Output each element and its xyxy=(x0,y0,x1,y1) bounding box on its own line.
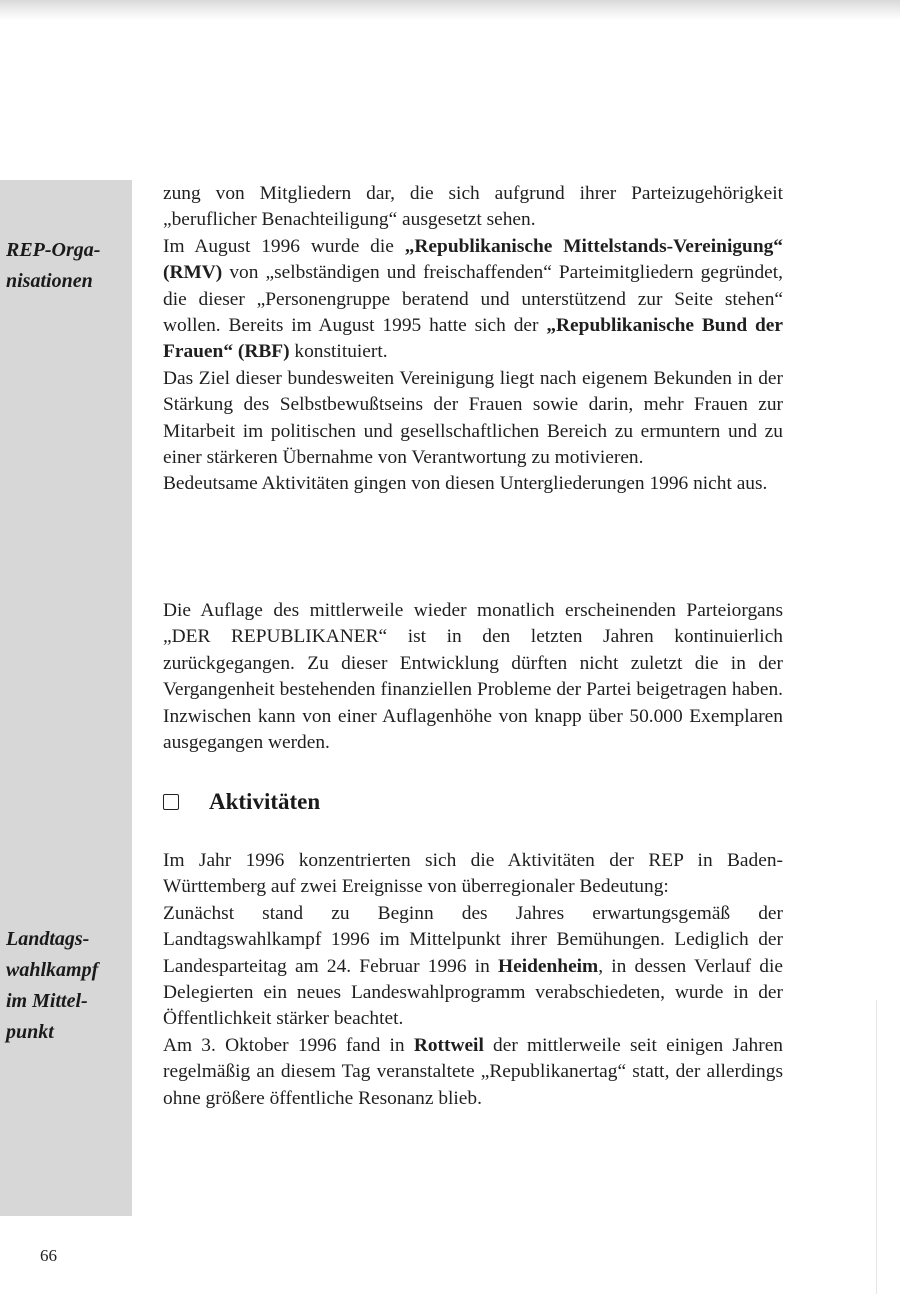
checkbox-bullet-icon xyxy=(163,794,179,810)
paragraph: Im Jahr 1996 konzentrierten sich die Aktivitäten der REP in Baden-Württemberg auf zwei Ereignisse von überregionaler Bedeutung: xyxy=(163,850,783,898)
scan-edge-line xyxy=(876,1000,877,1294)
scan-top-shadow xyxy=(0,0,900,20)
section-heading-aktivitaeten xyxy=(163,787,320,817)
margin-sidebar xyxy=(0,180,132,1216)
paragraph xyxy=(163,901,783,1033)
text-run: Im August 1996 wurde die xyxy=(163,235,405,257)
margin-note-landtagswahlkampf xyxy=(6,924,130,1048)
page-number: 66 xyxy=(40,1246,57,1265)
margin-note-rep-organisationen xyxy=(6,235,130,297)
text-run: von „selbständigen und freischaffenden“ Parteimitgliedern gegründet, die dieser „Personengruppe beratend und unterstützend zur Seite stehen“ wollen. Bereits im August 1995 hatte sich der xyxy=(163,262,783,337)
paragraph xyxy=(163,1033,783,1112)
bold-term-rbf: „Republikanische Bund der Frauen“ (RBF) xyxy=(163,315,783,363)
text-block-organisations xyxy=(163,181,783,498)
text-run: konstituiert. xyxy=(289,341,388,363)
paragraph: Bedeutsame Aktivitäten gingen von diesen Untergliederungen 1996 nicht aus. xyxy=(163,473,768,495)
margin-note-line: nisationen xyxy=(6,270,93,292)
paragraph: Die Auflage des mittlerweile wieder monatlich erscheinenden Parteiorgans „DER REPUBLIKANER“ ist in den letzten Jahren kontinuierlich zurückgegangen. Zu dieser Entwicklung dürften nicht zuletzt die in der Vergangenheit bestehenden finanziellen Probleme der Partei beigetragen haben. Inzwischen kann von einer Auflagenhöhe von knapp über 50.000 Exemplaren ausgegangen werden. xyxy=(163,600,783,754)
text-block-aktivitaeten xyxy=(163,848,783,1112)
text-run: der mittlerweile seit einigen Jahren regelmäßig an diesem Tag veranstaltete „Republikanertag“ statt, der allerdings ohne größere öffentliche Resonanz blieb. xyxy=(163,1034,783,1109)
margin-note-line: im Mittel- xyxy=(6,990,88,1012)
bold-place-heidenheim: Heidenheim xyxy=(498,955,599,977)
paragraph xyxy=(163,234,783,366)
section-heading-text: Aktivitäten xyxy=(209,789,321,814)
text-run: Am 3. Oktober 1996 fand in xyxy=(163,1034,414,1056)
text-run: Zunächst stand zu Beginn des Jahres erwartungsgemäß der Landtagswahlkampf 1996 im Mittelpunkt ihrer Bemühungen. Lediglich der Landesparteitag am 24. Februar 1996 in xyxy=(163,902,783,977)
paragraph: zung von Mitgliedern dar, die sich aufgrund ihrer Parteizugehörigkeit „beruflicher Benachteiligung“ ausgesetzt sehen. xyxy=(163,183,783,231)
text-block-parteiorgan xyxy=(163,598,783,756)
text-run: , in dessen Verlauf die Delegierten ein neues Landeswahlprogramm verabschiedeten, wurde in der Öffentlichkeit stärker beachtet. xyxy=(163,955,783,1030)
margin-note-line: REP-Orga- xyxy=(6,239,101,261)
margin-note-line: Landtags- xyxy=(6,928,90,950)
paragraph: Das Ziel dieser bundesweiten Vereinigung liegt nach eigenem Bekunden in der Stärkung des Selbstbewußtseins der Frauen sowie darin, mehr Frauen zur Mitarbeit im politischen und gesellschaftlichen Bereich zu ermuntern und zu einer stärkeren Übernahme von Verantwortung zu motivieren. xyxy=(163,367,783,469)
margin-note-line: punkt xyxy=(6,1021,54,1043)
margin-note-line: wahlkampf xyxy=(6,959,99,981)
bold-place-rottweil: Rottweil xyxy=(413,1034,484,1056)
bold-term-rmv: „Republikanische Mittelstands-Vereinigung“ (RMV) xyxy=(163,235,783,284)
